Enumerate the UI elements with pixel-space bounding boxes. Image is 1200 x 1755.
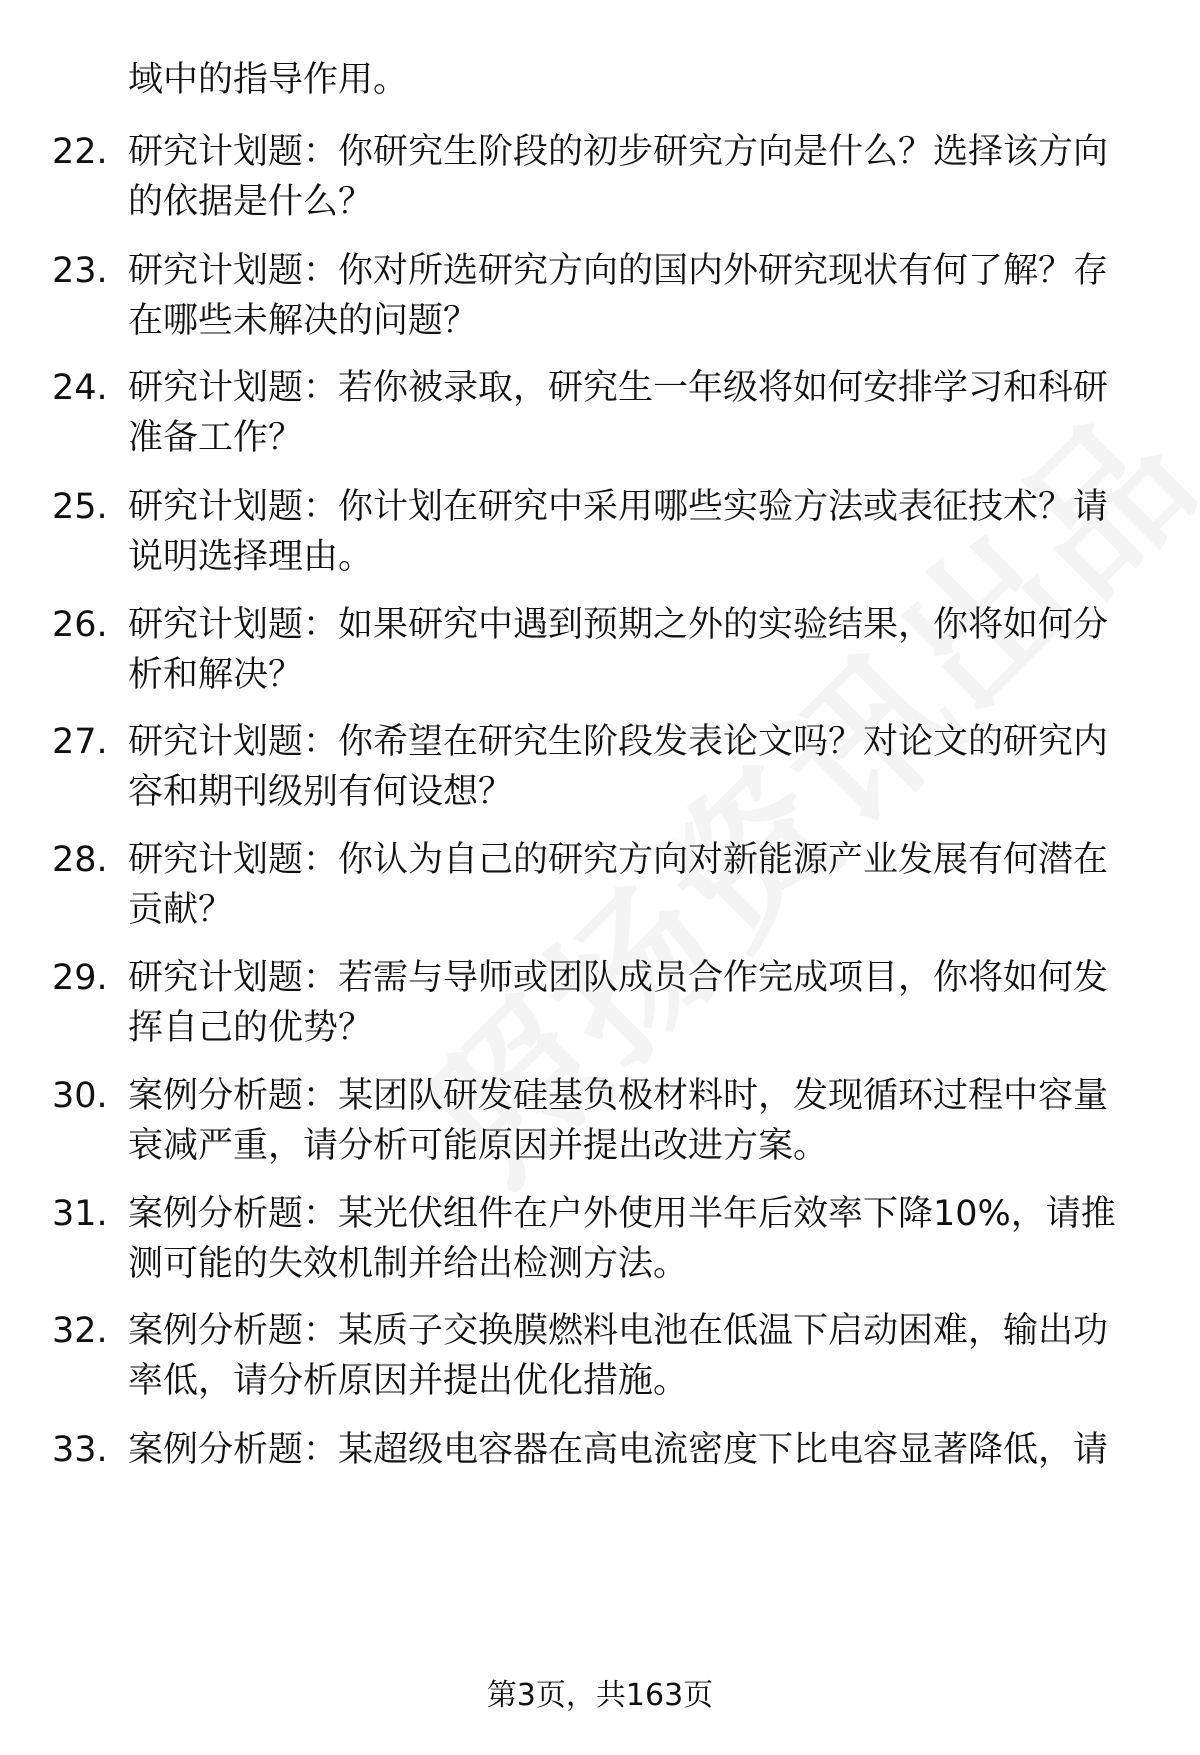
question-number: 24. xyxy=(52,368,108,408)
question-number: 27. xyxy=(52,722,108,762)
question-number: 30. xyxy=(52,1076,108,1116)
question-number: 26. xyxy=(52,605,108,645)
question-number: 28. xyxy=(52,840,108,880)
question-text: 研究计划题：你研究生阶段的初步研究方向是什么？选择该方向的依据是什么？ xyxy=(128,132,1109,222)
continuation-text: 域中的指导作用。 xyxy=(128,60,409,100)
page-footer: 第3页，共163页 xyxy=(486,1678,714,1713)
question-number: 25. xyxy=(52,487,108,527)
question-number: 32. xyxy=(52,1311,108,1351)
question-text: 案例分析题：某质子交换膜燃料电池在低温下启动困难，输出功率低，请分析原因并提出优化措施。 xyxy=(128,1311,1109,1401)
question-text: 研究计划题：你希望在研究生阶段发表论文吗？对论文的研究内容和期刊级别有何设想？ xyxy=(128,722,1109,812)
question-number: 31. xyxy=(52,1194,108,1234)
question-text: 研究计划题：你对所选研究方向的国内外研究现状有何了解？存在哪些未解决的问题？ xyxy=(128,251,1109,341)
question-text: 研究计划题：若需与导师或团队成员合作完成项目，你将如何发挥自己的优势？ xyxy=(128,958,1109,1048)
question-number: 33. xyxy=(52,1430,108,1470)
question-text: 案例分析题：某团队研发硅基负极材料时，发现循环过程中容量衰减严重，请分析可能原因并提出改进方案。 xyxy=(128,1076,1109,1166)
question-text: 研究计划题：你认为自己的研究方向对新能源产业发展有何潜在贡献？ xyxy=(128,840,1109,930)
question-number: 29. xyxy=(52,958,108,998)
question-text: 案例分析题：某超级电容器在高电流密度下比电容显著降低，请 xyxy=(128,1430,1109,1470)
question-number: 22. xyxy=(52,132,108,172)
question-text: 研究计划题：如果研究中遇到预期之外的实验结果，你将如何分析和解决？ xyxy=(128,605,1109,695)
question-number: 23. xyxy=(52,251,108,291)
question-text: 研究计划题：你计划在研究中采用哪些实验方法或表征技术？请说明选择理由。 xyxy=(128,487,1109,577)
question-text: 研究计划题：若你被录取，研究生一年级将如何安排学习和科研准备工作？ xyxy=(128,368,1109,458)
question-text: 案例分析题：某光伏组件在户外使用半年后效率下降10%，请推测可能的失效机制并给出检测方法。 xyxy=(128,1194,1116,1284)
